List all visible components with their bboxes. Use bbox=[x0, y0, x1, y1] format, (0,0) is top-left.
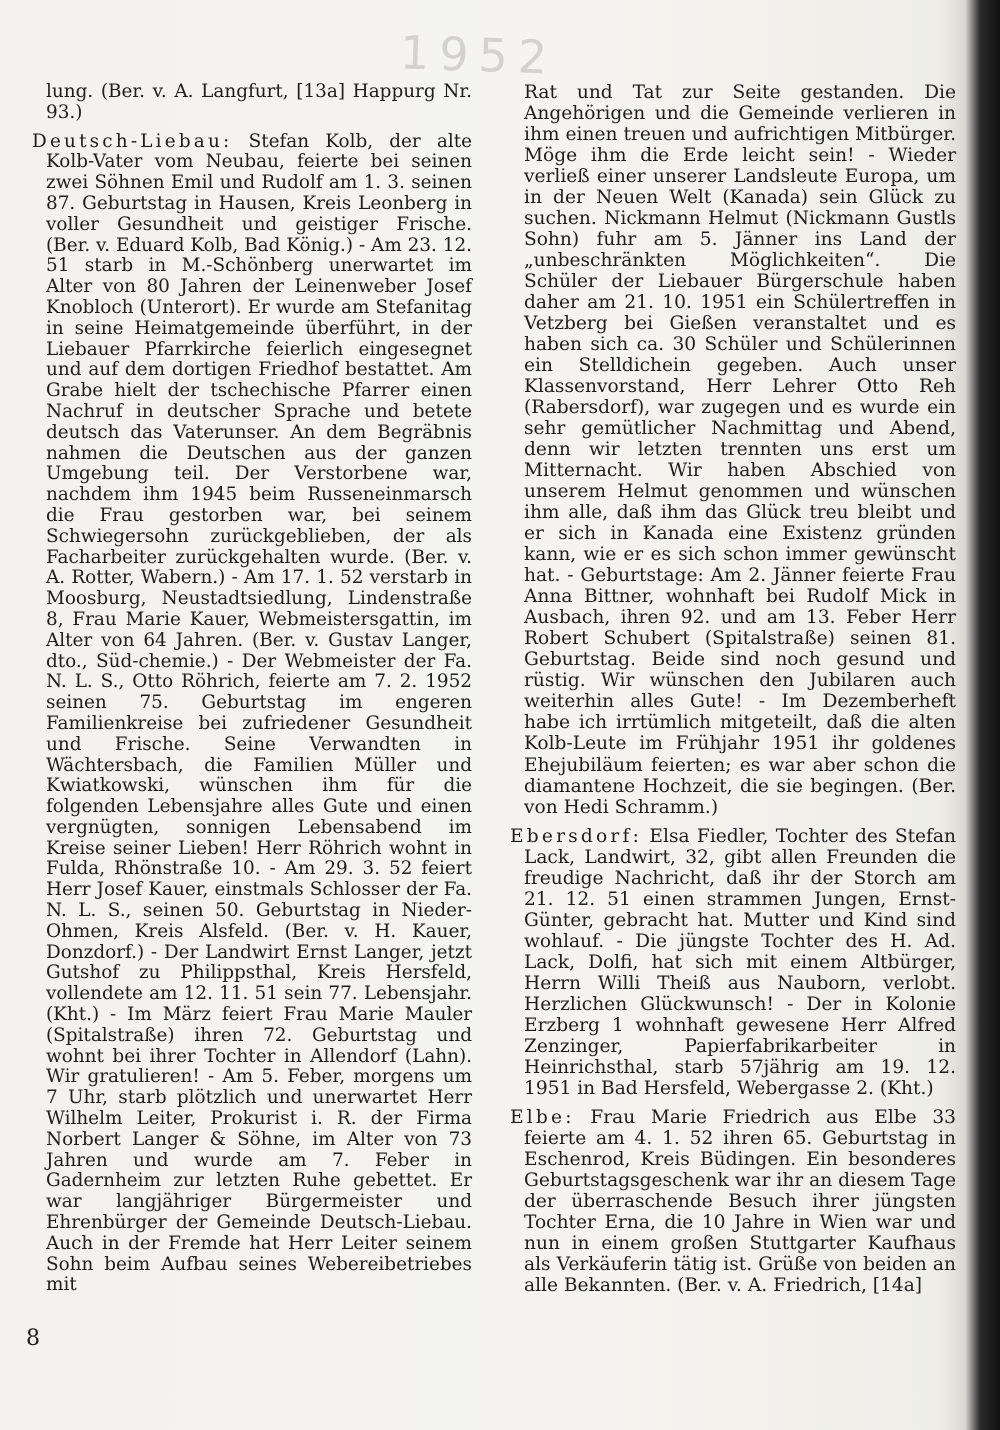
news-entry-elbe bbox=[510, 1107, 956, 1296]
entry-text: Stefan Kolb, der alte Kolb-Vater vom Neubau, feierte bei seinen zwei Söhnen Emil und Rudolf am 1. 3. seinen 87. Geburtstag in Hausen, Kreis Leonberg in voller Gesundheit und geistiger Frische. (Ber. v. Eduard Kolb, Bad König.) - Am 23. 12. 51 starb in M.-Schönberg unerwartet im Alter von 80 Jahren der Leinenweber Josef Knobloch (Unterort). Er wurde am Stefanitag in seine Heimatgemeinde überführt, in der Liebauer Pfarrkirche feierlich eingesegnet und auf dem dortigen Friedhof bestattet. Am Grabe hielt der tschechische Pfarrer einen Nachruf in deutscher Sprache und betete deutsch das Vaterunser. An dem Begräbnis nahmen die Deutschen aus der ganzen Umgebung teil. Der Verstorbene war, nachdem ihm 1945 beim Russeneinmarsch die Frau gestorben war, bei seinem Schwiegersohn zurückgeblieben, der als Facharbeiter zurückgehalten wurde. (Ber. v. A. Rotter, Wabern.) - Am 17. 1. 52 verstarb in Moosburg, Neustadtsiedlung, Lindenstraße 8, Frau Marie Kauer, Webmeistersgattin, im Alter von 64 Jahren. (Ber. v. Gustav Langer, dto., Süd-chemie.) - Der Webmeister der Fa. N. L. S., Otto Röhrich, feierte am 7. 2. 1952 seinen 75. Geburtstag im engeren Familienkreise bei zufriedener Gesundheit und Frische. Seine Verwandten in Wächtersbach, die Familien Müller und Kwiatkowski, wünschen ihm für die folgenden Lebensjahre alles Gute und einen vergnügten, sonnigen Lebensabend im Kreise seiner Lieben! Herr Röhrich wohnt in Fulda, Rhönstraße 10. - Am 29. 3. 52 feiert Herr Josef Kauer, einstmals Schlosser der Fa. N. L. S., seinen 50. Geburtstag in Nieder-Ohmen, Kreis Alsfeld. (Ber. v. H. Kauer, Donzdorf.) - Der Landwirt Ernst Langer, jetzt Gutshof zu Philippsthal, Kreis Hersfeld, vollendete am 12. 11. 51 sein 77. Lebensjahr. (Kht.) - Im März feiert Frau Marie Mauler (Spitalstraße) ihren 72. Geburtstag und wohnt bei ihrer Tochter in Allendorf (Lahn). Wir gratulieren! - Am 5. Feber, morgens um 7 Uhr, starb plötzlich und unerwartet Herr Wilhelm Leiter, Prokurist i. R. der Firma Norbert Langer & Söhne, im Alter von 73 Jahren und wurde am 7. Feber in Gadernheim zur letzten Ruhe gebettet. Er war langjähriger Bürgermeister und Ehrenbürger der Gemeinde Deutsch-Liebau. Auch in der Fremde hat Herr Leiter seinem Sohn beim Aufbau seines Webereibetriebes mit bbox=[46, 130, 472, 1296]
left-column bbox=[32, 82, 472, 1304]
place-name: Ebersdorf: bbox=[510, 825, 643, 847]
entry-text: Elsa Fiedler, Tochter des Stefan Lack, Landwirt, 32, gibt allen Freunden die freudige Nachricht, daß ihr der Storch am 21. 12. 51 einen strammen Jungen, Ernst-Günter, gebracht hat. Mutter und Kind sind wohlauf. - Die jüngste Tochter des H. Ad. Lack, Dolfi, hat sich mit einem Altbürger, Herrn Willi Theiß aus Nauborn, verlobt. Herzlichen Glückwunsch! - Der in Kolonie Erzberg 1 wohnhaft gewesene Herr Alfred Zenzinger, Papierfabrikarbeiter in Heinrichsthal, starb 57jährig am 19. 12. 1951 in Bad Hersfeld, Webergasse 2. (Kht.) bbox=[524, 825, 956, 1099]
continuation-text: Rat und Tat zur Seite gestanden. Die Angehörigen und die Gemeinde verlieren in ihm einen treuen und aufrichtigen Mitbürger. Möge ihm die Erde leicht sein! - Wieder verließ einer unserer Landsleute Europa, um in der Neuen Welt (Kanada) sein Glück zu suchen. Nickmann Helmut (Nickmann Gustls Sohn) fuhr am 5. Jänner ins Land der „unbeschränkten Möglichkeiten“. Die Schüler der Liebauer Bürgerschule haben daher am 21. 10. 1951 ein Schülertreffen in Vetzberg bei Gießen veranstaltet und es haben sich ca. 30 Schüler und Schülerinnen ein Stelldichein gegeben. Auch unser Klassenvorstand, Herr Lehrer Otto Reh (Rabersdorf), war zugegen und es wurde ein sehr gemütlicher Nachmittag und Abend, denn wir letzten trennten uns erst um Mitternacht. Wir haben Abschied von unserem Helmut genommen und wünschen ihm alle, daß ihm das Glück treu bleibt und er sich in Kanada eine Existenz gründen kann, wie er es sich schon immer gewünscht hat. - Geburtstage: Am 2. Jänner feierte Frau Anna Bittner, wohnhaft bei Rudolf Mick in Ausbach, ihren 92. und am 13. Feber Herr Robert Schubert (Spitalstraße) seinen 81. Geburtstag. Beide sind noch gesund und rüstig. Wir wünschen den Jubilaren auch weiterhin alles Gute! - Im Dezemberheft habe ich irrtümlich mitgeteilt, daß die alten Kolb-Leute im Frühjahr 1951 ihr goldenes Ehejubiläum feierten; es war aber schon die diamantene Hochzeit, die sie begingen. (Ber. von Hedi Schramm.) bbox=[524, 82, 956, 818]
place-name: Elbe: bbox=[510, 1106, 575, 1128]
continuation-text: lung. (Ber. v. A. Langfurt, [13a] Happurg Nr. 93.) bbox=[46, 81, 472, 123]
right-column bbox=[510, 82, 956, 1304]
page-number: 8 bbox=[26, 1326, 40, 1351]
entry-text: Frau Marie Friedrich aus Elbe 33 feierte am 4. 1. 52 ihren 65. Geburtstag in Eschenrod, Kreis Büdingen. Ein besonderes Geburtstagsgeschenk war ihr an diesem Tage der überraschende Besuch ihrer jüngsten Tochter Erna, die 10 Jahre in Wien war und nun in einem großen Stuttgarter Kaufhaus als Verkäuferin tätig ist. Grüße von beiden an alle Bekannten. (Ber. v. A. Friedrich, [14a] bbox=[524, 1106, 957, 1296]
news-entry-deutsch-liebau bbox=[32, 132, 472, 1297]
news-entry-ebersdorf bbox=[510, 826, 956, 1099]
place-name: Deutsch-Liebau: bbox=[32, 130, 233, 152]
year-stamp: 1952 bbox=[399, 25, 558, 85]
